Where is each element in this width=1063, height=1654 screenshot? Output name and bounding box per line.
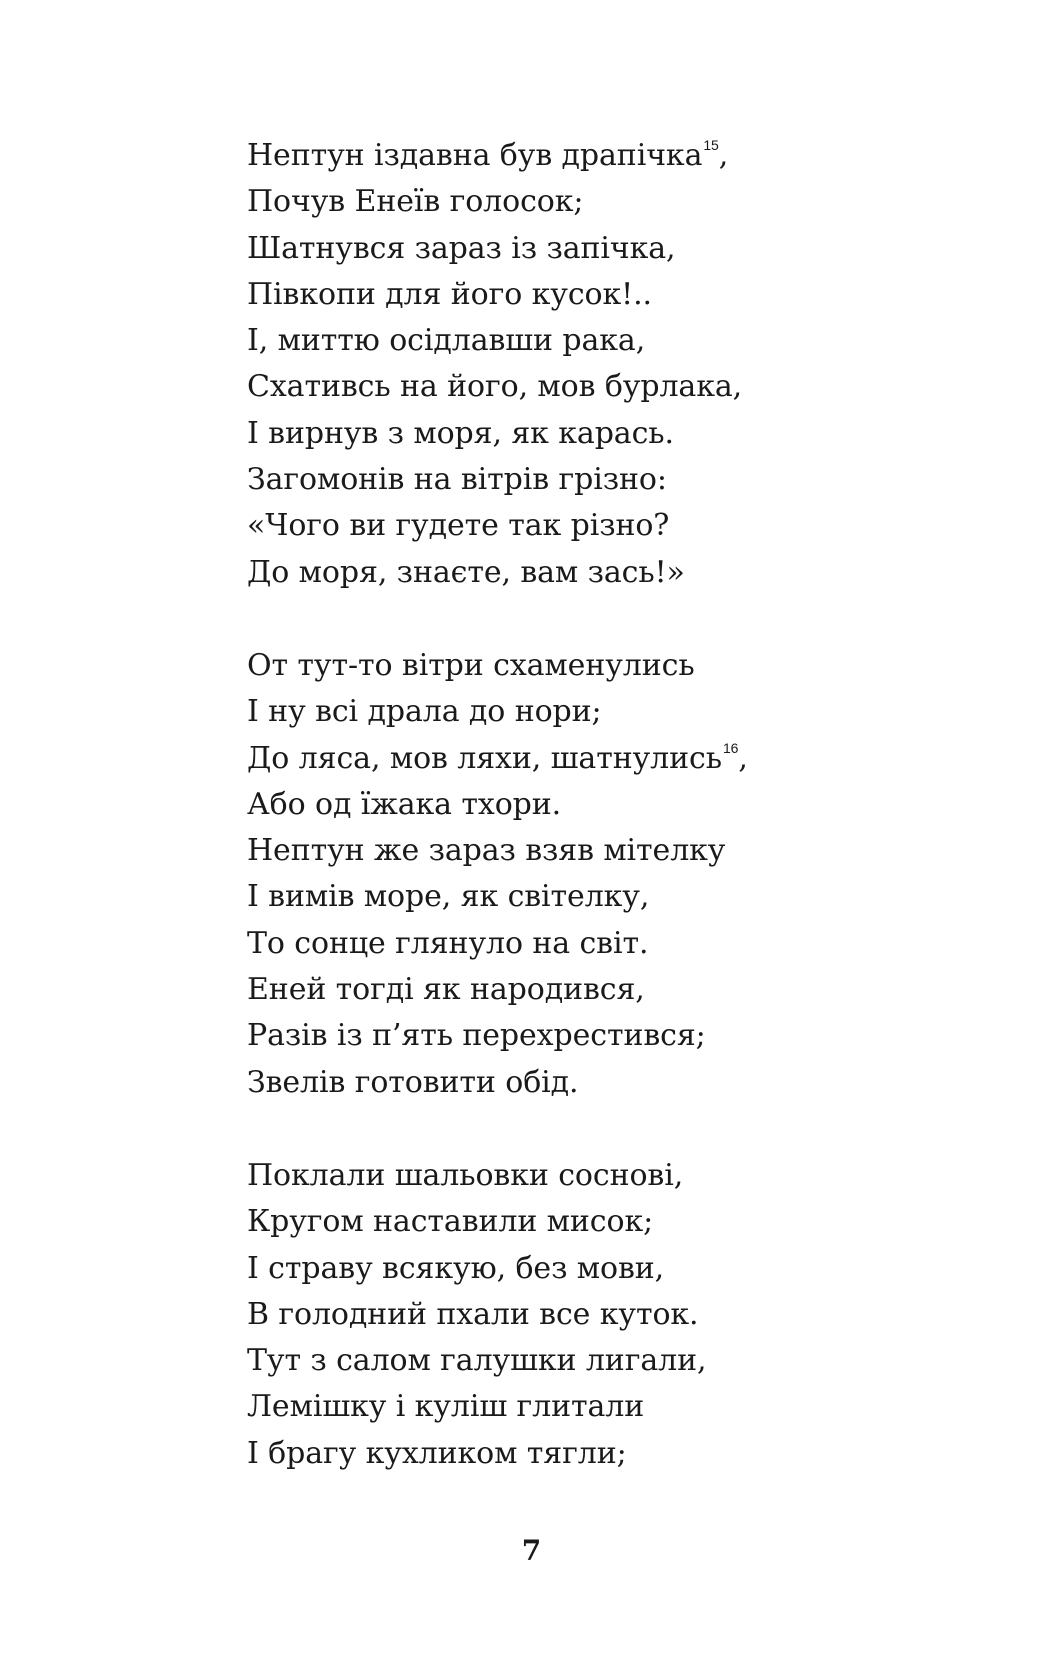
footnote-marker[interactable]: 16	[722, 739, 739, 756]
stanza-3	[247, 1153, 1007, 1477]
verse-line: До моря, знаєте, вам зась!»	[247, 554, 685, 590]
verse-line: І вирнув з моря, як карась.	[247, 415, 674, 451]
verse-line: І вимів море, як світелку,	[247, 879, 650, 915]
verse-line: І, миттю осідлавши рака,	[247, 323, 646, 359]
verse-line: То сонце глянуло на світ.	[247, 925, 649, 961]
verse-line: Тут з салом галушки лигали,	[247, 1343, 707, 1379]
verse-line: Кругом наставили мисок;	[247, 1204, 654, 1240]
verse-line: Еней тогді як народився,	[247, 972, 645, 1008]
verse-line: «Чого ви гудете так різно?	[247, 508, 670, 544]
verse-line: Звелів готовити обід.	[247, 1064, 579, 1100]
verse-line: Нептун же зараз взяв мітелку	[247, 833, 726, 869]
poem-text	[247, 133, 1007, 1524]
verse-line: Або од їжака тхори.	[247, 786, 562, 822]
verse-line: Півкопи для його кусок!..	[247, 276, 652, 312]
verse-line: Загомонів на вітрів грізно:	[247, 462, 667, 498]
page-number: 7	[521, 1534, 542, 1567]
verse-line: Поклали шальовки соснові,	[247, 1157, 684, 1193]
verse-line: Лемішку і куліш глитали	[247, 1389, 645, 1425]
footnote-marker[interactable]: 15	[703, 137, 719, 153]
verse-line: Почув Енеїв голосок;	[247, 184, 584, 220]
verse-line: Нептун іздавна був драпічка$^{15}$,	[247, 137, 729, 173]
verse-line: І ну всі драла до нори;	[247, 694, 602, 730]
verse-line: В голодний пхали все куток.	[247, 1296, 699, 1332]
stanza-1	[247, 133, 1007, 596]
stanza-2	[247, 643, 1007, 1106]
verse-line: І страву всякую, без мови,	[247, 1250, 665, 1286]
verse-line: Шатнувся зараз із запічка,	[247, 230, 676, 266]
verse-line: Разів із п’ять перехрестився;	[247, 1018, 706, 1054]
verse-line: До ляса, мов ляхи, шатнулись$^{16}$,	[247, 739, 748, 776]
verse-line: І брагу кухликом тягли;	[247, 1435, 627, 1471]
verse-line: Схативсь на його, мов бурлака,	[247, 369, 743, 405]
verse-line: От тут-то вітри схаменулись	[247, 647, 695, 683]
